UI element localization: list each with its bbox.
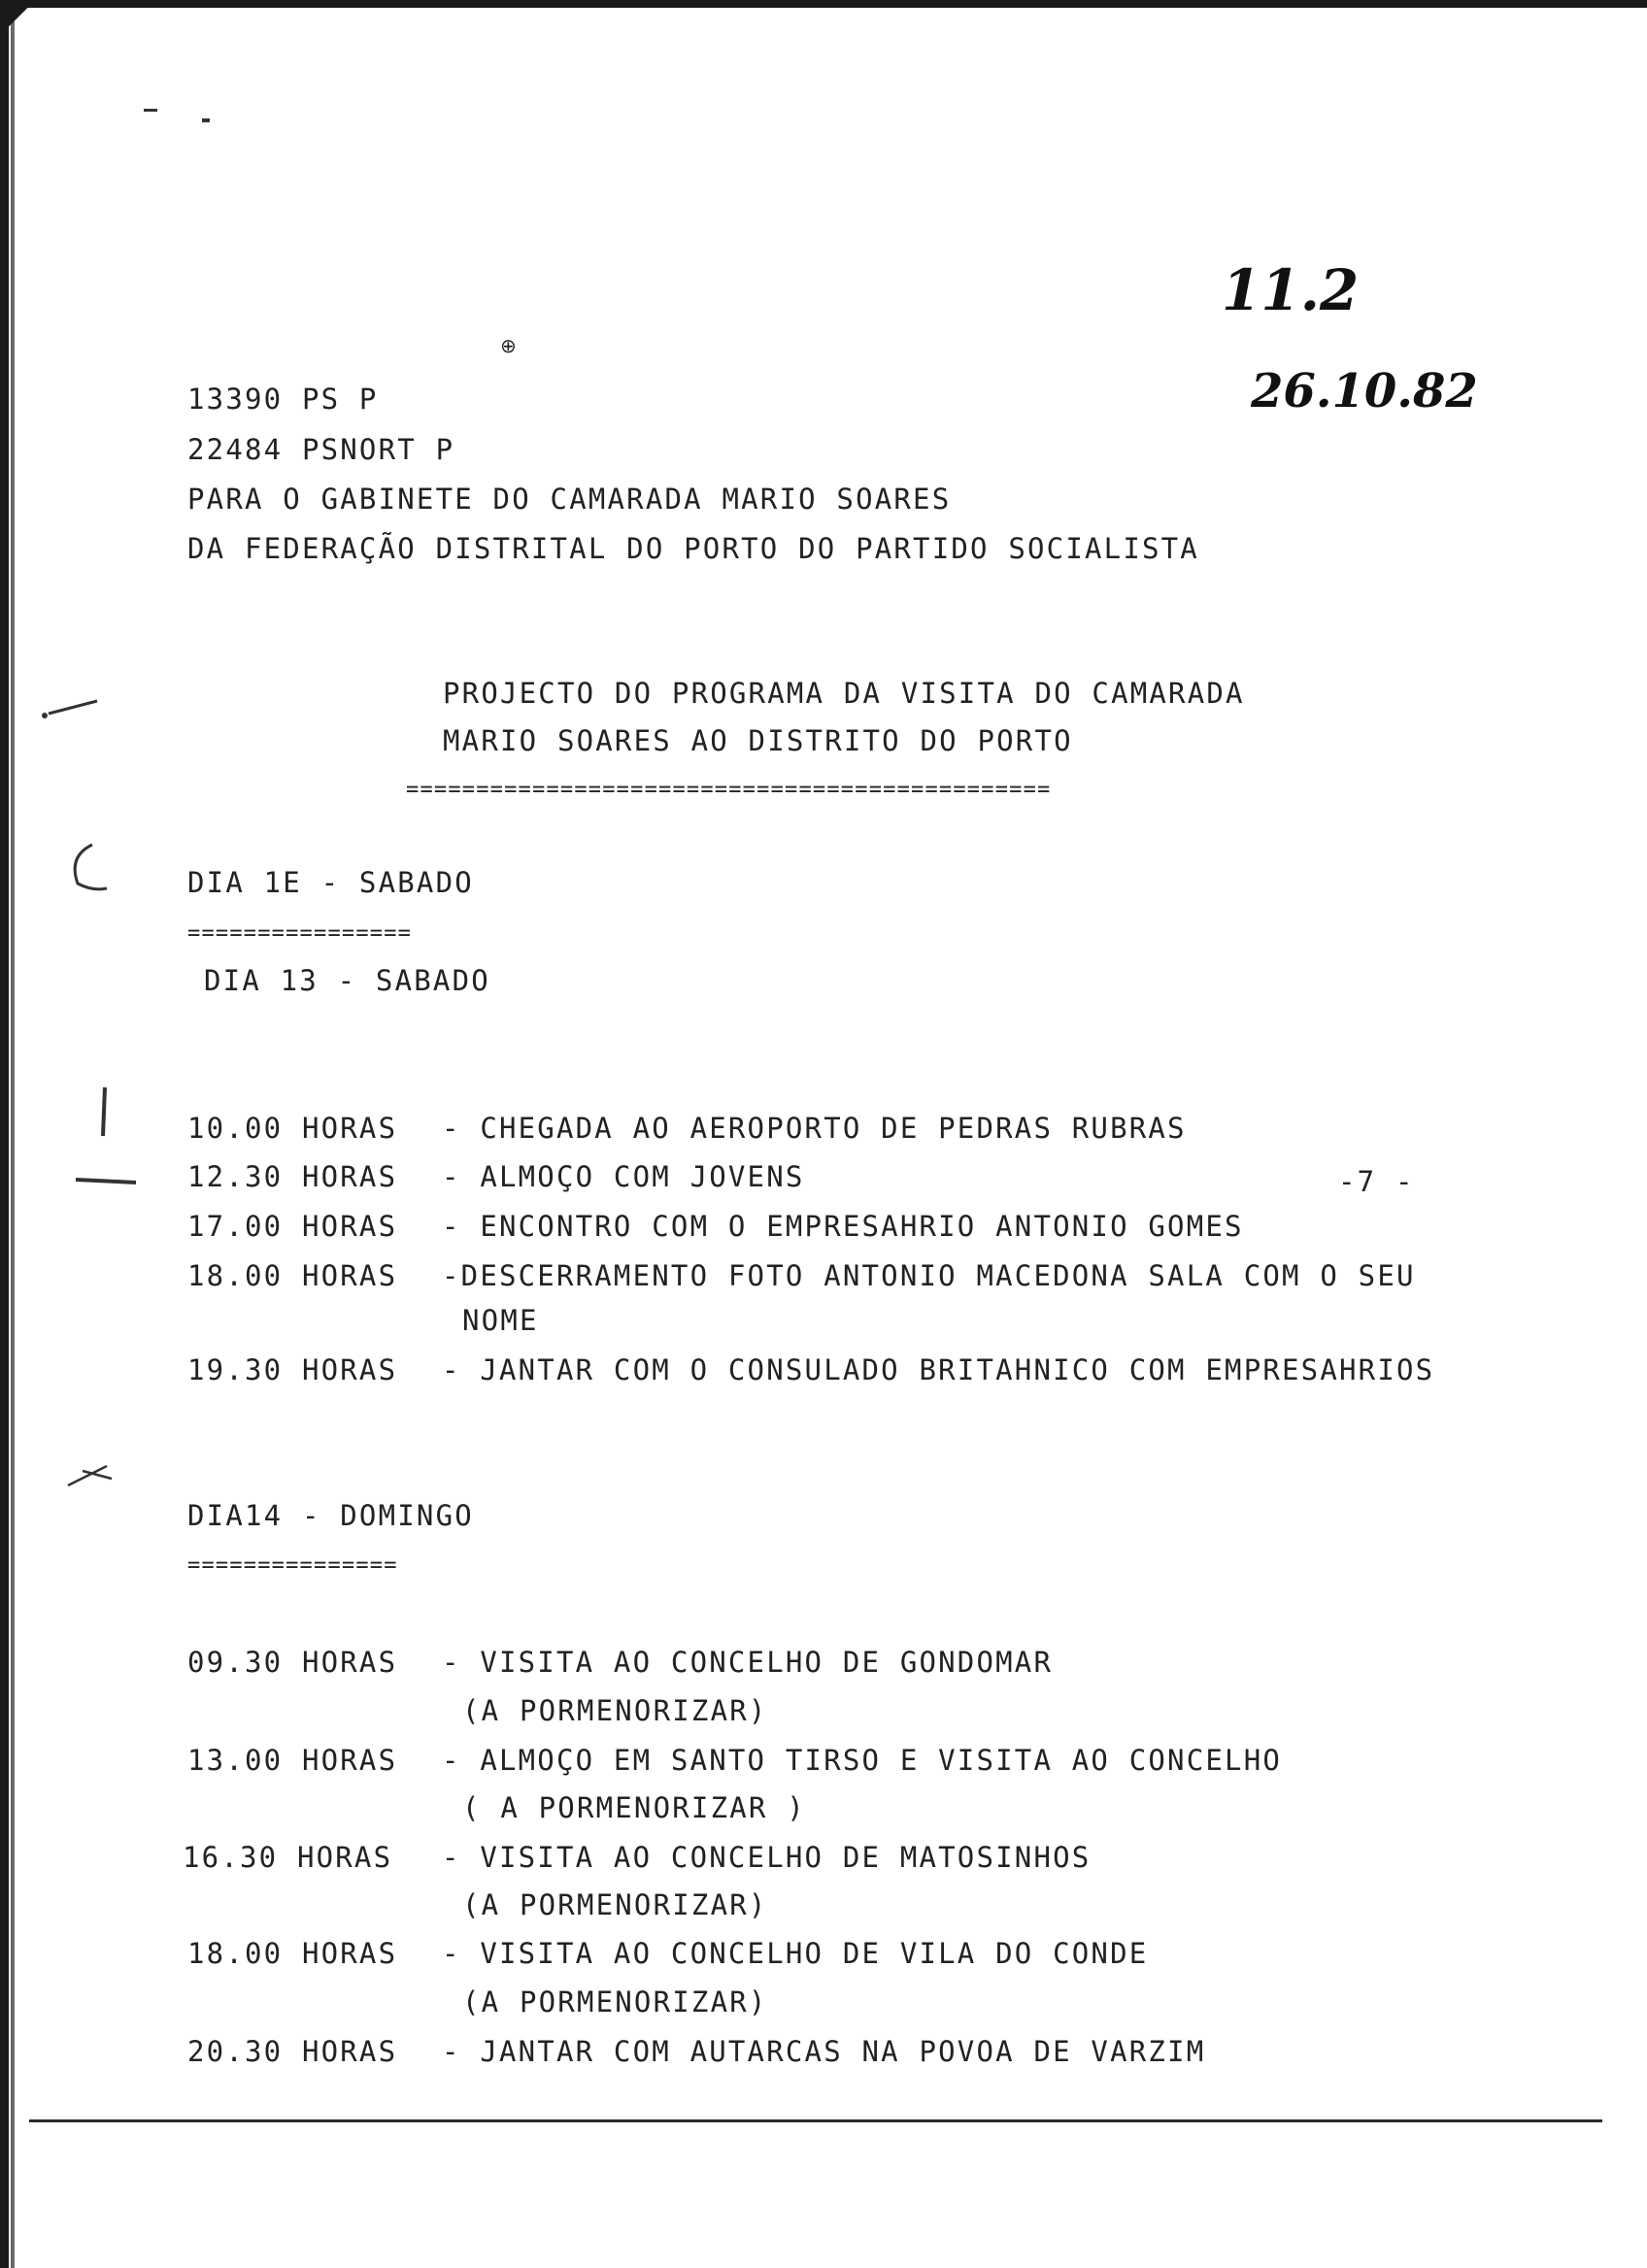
margin-marks [39, 680, 136, 1573]
day2-underline: =============== [187, 1553, 398, 1578]
telex-line-1: 13390 PS P [187, 383, 379, 416]
scan-edge-left-inner [11, 0, 15, 2268]
telex-line-2: 22484 PSNORT P [187, 433, 455, 466]
bottom-rule [29, 2119, 1602, 2122]
day2-item-continuation: (A PORMENORIZAR) [462, 1888, 768, 1921]
day2-item-time: 18.00 HORAS [187, 1937, 398, 1970]
stray-mark [144, 109, 157, 112]
day1-heading: DIA 13 - SABADO [204, 964, 490, 997]
day1-item-continuation: NOME [462, 1304, 539, 1337]
page-marker: -7 - [1338, 1165, 1415, 1198]
document-title-line-1: PROJECTO DO PROGRAMA DA VISITA DO CAMARADA [443, 677, 1245, 710]
day1-item-text: -DESCERRAMENTO FOTO ANTONIO MACEDONA SALA COM O SEU [442, 1259, 1416, 1292]
day2-item-text: - VISITA AO CONCELHO DE GONDOMAR [442, 1646, 1054, 1679]
day1-item-text: - ALMOÇO COM JOVENS [442, 1160, 805, 1193]
scan-edge-left [0, 0, 9, 2268]
day1-item-text: - JANTAR COM O CONSULADO BRITAHNICO COM EMPRESAHRIOS [442, 1353, 1435, 1386]
day2-item-time: 13.00 HORAS [187, 1744, 398, 1777]
day2-item-text: - VISITA AO CONCELHO DE VILA DO CONDE [442, 1937, 1149, 1970]
day2-item-continuation: (A PORMENORIZAR) [462, 1985, 768, 2018]
stray-mark: ⊕ [500, 334, 517, 357]
day2-item-text: - JANTAR COM AUTARCAS NA POVOA DE VARZIM [442, 2035, 1206, 2068]
folio-annotation: 11.2 [1222, 257, 1360, 323]
day2-item-continuation: (A PORMENORIZAR) [462, 1694, 768, 1727]
day1-item-time: 10.00 HORAS [187, 1112, 398, 1145]
day2-heading: DIA14 - DOMINGO [187, 1499, 474, 1532]
day2-item-time: 20.30 HORAS [187, 2035, 398, 2068]
document-title-line-2: MARIO SOARES AO DISTRITO DO PORTO [443, 724, 1073, 757]
title-underline: ============================================== [406, 778, 1052, 802]
day1-heading-struck: DIA 1E - SABADO [187, 866, 474, 899]
day1-item-time: 18.00 HORAS [187, 1259, 398, 1292]
stray-mark [202, 118, 210, 122]
day1-item-text: - ENCONTRO COM O EMPRESAHRIO ANTONIO GOMES [442, 1210, 1244, 1243]
day1-item-text: - CHEGADA AO AEROPORTO DE PEDRAS RUBRAS [442, 1112, 1187, 1145]
day2-item-text: - ALMOÇO EM SANTO TIRSO E VISITA AO CONCELHO [442, 1744, 1283, 1777]
day2-item-text: - VISITA AO CONCELHO DE MATOSINHOS [442, 1841, 1092, 1874]
sender-line: DA FEDERAÇÃO DISTRITAL DO PORTO DO PARTIDO SOCIALISTA [187, 532, 1199, 565]
day2-item-continuation: ( A PORMENORIZAR ) [462, 1791, 806, 1824]
day2-item-time: 09.30 HORAS [187, 1646, 398, 1679]
day1-item-time: 17.00 HORAS [187, 1210, 398, 1243]
scan-corner [0, 0, 39, 39]
addressee-line: PARA O GABINETE DO CAMARADA MARIO SOARES [187, 483, 952, 516]
day2-item-time: 16.30 HORAS [183, 1841, 393, 1874]
day1-item-time: 19.30 HORAS [187, 1353, 398, 1386]
date-annotation: 26.10.82 [1251, 364, 1478, 418]
scan-edge-top [0, 0, 1647, 8]
day1-item-time: 12.30 HORAS [187, 1160, 398, 1193]
day1-strike-line: ================ [187, 921, 413, 946]
